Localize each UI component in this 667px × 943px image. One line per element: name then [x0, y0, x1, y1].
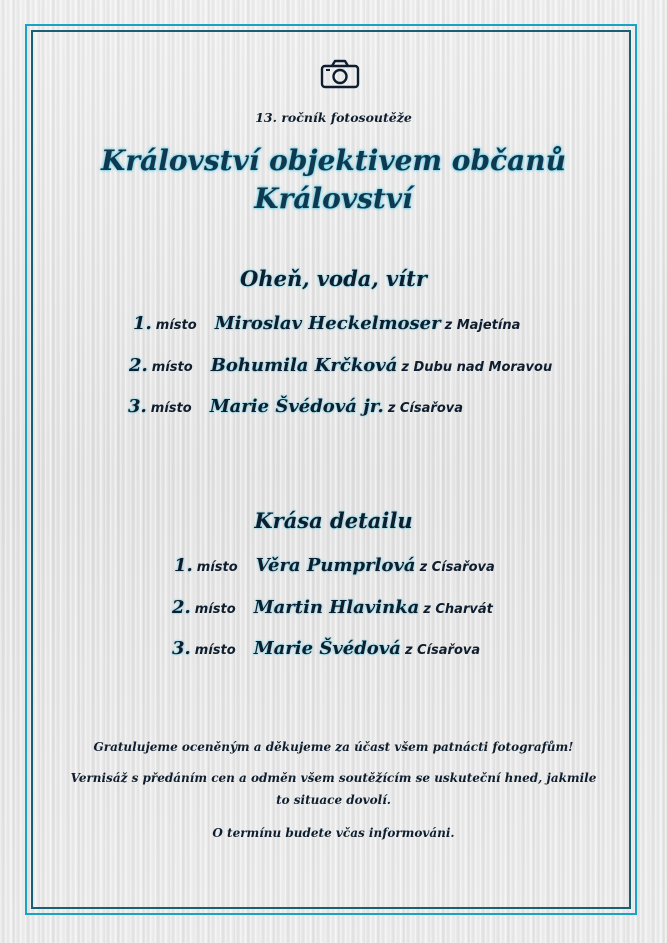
winner-name: Věra Pumprlová: [255, 555, 416, 576]
winner-origin: z Císařova: [419, 560, 495, 575]
vernissage-note: [0, 767, 667, 811]
thanks-note: Gratulujeme oceněným a děkujeme za účast všem patnácti fotografům!: [93, 740, 574, 754]
camera-icon: [320, 59, 360, 89]
place-number: 1.: [174, 555, 193, 576]
category-heading: Oheň, voda, vítr: [240, 266, 427, 291]
result-row: [133, 313, 520, 334]
winner-name: Marie Švédová: [253, 638, 401, 659]
place-number: 2.: [129, 355, 148, 376]
place-label: místo: [150, 401, 192, 416]
result-row: [129, 355, 552, 376]
winner-origin: z Císařova: [404, 643, 481, 658]
winner-origin: z Charvát: [423, 602, 493, 617]
place-number: 1.: [133, 313, 152, 334]
title-line-2: Království: [254, 182, 413, 215]
result-row: [172, 597, 493, 618]
category-heading: Krása detailu: [254, 508, 413, 533]
winner-name: Martin Hlavinka: [253, 597, 420, 618]
winner-name: Miroslav Heckelmoser: [214, 313, 441, 334]
place-label: místo: [155, 318, 197, 333]
place-label: místo: [194, 602, 236, 617]
place-number: 3.: [172, 638, 191, 659]
result-row: [174, 555, 495, 576]
winner-name: Bohumila Krčková: [210, 355, 398, 376]
winner-origin: z Císařova: [387, 401, 464, 416]
place-label: místo: [151, 360, 193, 375]
winner-origin: z Dubu nad Moravou: [401, 360, 553, 375]
result-row: [172, 638, 480, 659]
place-number: 3.: [128, 396, 147, 417]
vernissage-line-1: Vernisáž s předáním cen a odměn všem soutěžícím se uskuteční hned, jakmile: [70, 771, 597, 785]
result-row: [128, 396, 463, 417]
contest-edition: 13. ročník fotosoutěže: [255, 110, 412, 125]
place-number: 2.: [172, 597, 191, 618]
winner-origin: z Majetína: [444, 318, 521, 333]
page-title: [0, 142, 667, 218]
place-label: místo: [194, 643, 236, 658]
info-note: O termínu budete včas informováni.: [212, 826, 455, 840]
winner-name: Marie Švédová jr.: [209, 396, 384, 417]
vernissage-line-2: to situace dovolí.: [276, 793, 391, 807]
title-line-1: Království objektivem občanů: [101, 144, 566, 177]
place-label: místo: [196, 560, 238, 575]
